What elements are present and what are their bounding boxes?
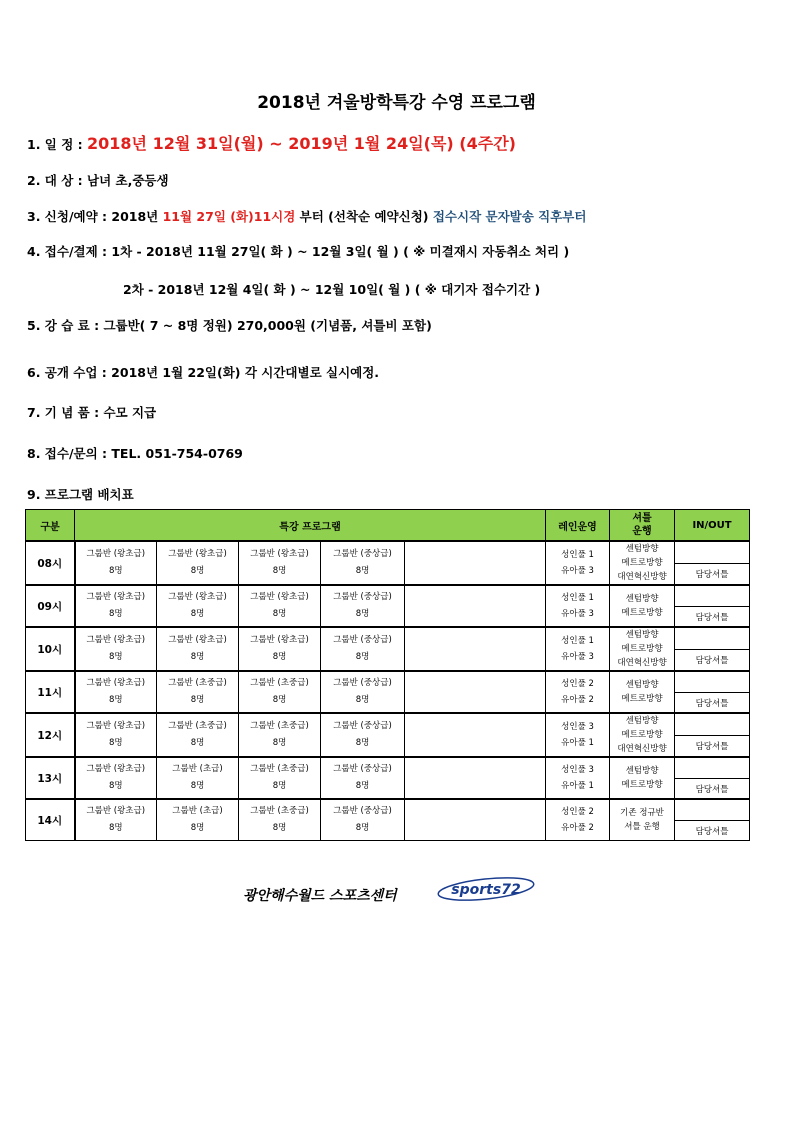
table-row <box>26 541 750 564</box>
payment-line-2 <box>123 280 540 298</box>
class-capacity: 8명 <box>355 566 370 576</box>
fee-value: 그룹반( 7 ~ 8명 정원) 270,000원 (기념품, 셔틀비 포함) <box>103 318 432 333</box>
class-capacity: 8명 <box>108 652 123 662</box>
shuttle-cell <box>610 541 675 585</box>
payment-label: 4. 접수/결제 : <box>27 244 108 259</box>
apply-note: 부터 (선착순 예약신청) <box>299 209 429 224</box>
class-capacity: 8명 <box>355 738 370 748</box>
lane-text: 성인풀 1 <box>561 593 594 603</box>
row-time: 10시 <box>26 627 75 671</box>
class-name: 그룹반 (왕초급) <box>86 764 146 774</box>
class-capacity: 8명 <box>190 695 205 705</box>
lane-text: 성인풀 3 <box>561 765 594 775</box>
program-table <box>25 509 750 841</box>
gift-line <box>27 403 156 421</box>
class-cell <box>157 713 239 757</box>
class-name: 그룹반 (왕초급) <box>86 635 146 645</box>
class-name: 그룹반 (초중급) <box>250 678 309 688</box>
header-lane: 레인운영 <box>546 510 610 542</box>
empty-cell <box>405 541 546 585</box>
lane-cell <box>546 671 610 713</box>
fee-label: 5. 강 습 료 : <box>27 318 100 333</box>
class-capacity: 8명 <box>108 609 123 619</box>
inout-blank <box>675 713 750 736</box>
class-cell <box>321 799 405 841</box>
class-capacity: 8명 <box>355 781 370 791</box>
shuttle-cell <box>610 671 675 713</box>
empty-cell <box>405 671 546 713</box>
apply-start: 접수시작 문자발송 직후부터 <box>432 209 587 224</box>
lane-cell <box>546 713 610 757</box>
shuttle-route: 메트로방향 <box>621 644 663 654</box>
class-name: 그룹반 (왕초급) <box>86 549 146 559</box>
class-cell <box>157 799 239 841</box>
lane-text: 유아풀 2 <box>561 823 594 833</box>
class-name: 그룹반 (초중급) <box>250 806 309 816</box>
lane-text: 성인풀 2 <box>561 679 594 689</box>
shuttle-route: 기존 정규반 <box>620 808 664 818</box>
table-row <box>26 757 750 779</box>
lane-text: 유아풀 1 <box>561 781 594 791</box>
gift-label: 7. 기 념 품 : <box>27 405 100 420</box>
class-cell <box>157 585 239 627</box>
class-name: 그룹반 (왕초급) <box>86 721 146 731</box>
shuttle-route: 센텀방향 <box>625 766 659 776</box>
shuttle-route: 센텀방향 <box>625 630 659 640</box>
class-cell <box>239 585 321 627</box>
class-cell <box>75 713 157 757</box>
inout-charge: 담당셔틀 <box>675 693 750 714</box>
schedule-label: 1. 일 정 : <box>27 137 83 152</box>
open-class-line <box>27 363 379 381</box>
class-name: 그룹반 (중상급) <box>333 592 392 602</box>
apply-date: 11월 27일 (화)11시경 <box>162 209 296 224</box>
lane-cell <box>546 757 610 799</box>
table-row <box>26 627 750 650</box>
payment-first: 1차 - 2018년 11월 27일( 화 ) ~ 12월 3일( 월 ) ( ※ 미결재시 자동취소 처리 ) <box>111 244 570 259</box>
lane-cell <box>546 627 610 671</box>
shuttle-route: 메트로방향 <box>621 780 663 790</box>
target-label: 2. 대 상 : <box>27 173 83 188</box>
lane-text: 유아풀 1 <box>561 738 594 748</box>
sports72-logo-icon <box>436 876 536 902</box>
class-capacity: 8명 <box>108 738 123 748</box>
row-time: 09시 <box>26 585 75 627</box>
shuttle-route: 셔틀 운행 <box>624 822 660 832</box>
class-cell <box>75 671 157 713</box>
class-capacity: 8명 <box>190 738 205 748</box>
lane-text: 유아풀 3 <box>561 566 594 576</box>
class-cell <box>239 713 321 757</box>
class-capacity: 8명 <box>272 781 287 791</box>
open-class-label: 6. 공개 수업 : <box>27 365 107 380</box>
row-time: 11시 <box>26 671 75 713</box>
lane-cell <box>546 799 610 841</box>
target-value: 남녀 초,중등생 <box>87 173 169 188</box>
header-program: 특강 프로그램 <box>75 510 546 542</box>
lane-text: 성인풀 1 <box>561 636 594 646</box>
class-name: 그룹반 (왕초급) <box>250 549 309 559</box>
shuttle-route: 대연혁신방향 <box>617 572 667 582</box>
lane-text: 성인풀 3 <box>561 722 594 732</box>
class-capacity: 8명 <box>190 566 205 576</box>
class-name: 그룹반 (왕초급) <box>86 806 146 816</box>
class-name: 그룹반 (왕초급) <box>168 549 227 559</box>
shuttle-route: 센텀방향 <box>625 544 659 554</box>
logo-text: sports72 <box>451 882 521 898</box>
class-capacity: 8명 <box>355 823 370 833</box>
class-capacity: 8명 <box>272 566 287 576</box>
class-cell <box>321 541 405 585</box>
class-cell <box>75 585 157 627</box>
table-header-row <box>26 510 750 542</box>
class-cell <box>157 627 239 671</box>
inout-blank <box>675 757 750 779</box>
lane-text: 성인풀 1 <box>561 550 594 560</box>
class-capacity: 8명 <box>108 823 123 833</box>
inout-blank <box>675 585 750 607</box>
table-row <box>26 799 750 821</box>
class-cell <box>321 627 405 671</box>
payment-line-1 <box>27 242 569 260</box>
empty-cell <box>405 713 546 757</box>
inout-charge: 담당셔틀 <box>675 650 750 671</box>
shuttle-route: 메트로방향 <box>621 730 663 740</box>
class-capacity: 8명 <box>190 609 205 619</box>
shuttle-route: 메트로방향 <box>621 694 663 704</box>
table-heading: 9. 프로그램 배치표 <box>27 487 134 502</box>
class-name: 그룹반 (초급) <box>172 806 223 816</box>
class-capacity: 8명 <box>108 781 123 791</box>
class-name: 그룹반 (초중급) <box>250 764 309 774</box>
class-capacity: 8명 <box>108 695 123 705</box>
class-capacity: 8명 <box>355 695 370 705</box>
class-capacity: 8명 <box>272 823 287 833</box>
shuttle-cell <box>610 585 675 627</box>
contact-line <box>27 444 243 462</box>
class-name: 그룹반 (왕초급) <box>168 592 227 602</box>
class-cell <box>321 713 405 757</box>
inout-charge: 담당셔틀 <box>675 564 750 585</box>
class-capacity: 8명 <box>190 823 205 833</box>
class-name: 그룹반 (왕초급) <box>168 635 227 645</box>
class-name: 그룹반 (왕초급) <box>86 678 146 688</box>
page-title: 2018년 겨울방학특강 수영 프로그램 <box>257 93 536 113</box>
lane-text: 유아풀 2 <box>561 695 594 705</box>
class-cell <box>239 757 321 799</box>
class-cell <box>75 757 157 799</box>
class-name: 그룹반 (중상급) <box>333 635 392 645</box>
class-capacity: 8명 <box>355 652 370 662</box>
shuttle-route: 센텀방향 <box>625 716 659 726</box>
class-capacity: 8명 <box>108 566 123 576</box>
class-cell <box>75 799 157 841</box>
class-cell <box>157 541 239 585</box>
class-name: 그룹반 (중상급) <box>333 806 392 816</box>
inout-blank <box>675 541 750 564</box>
class-name: 그룹반 (중상급) <box>333 678 392 688</box>
shuttle-route: 메트로방향 <box>621 608 663 618</box>
empty-cell <box>405 627 546 671</box>
class-name: 그룹반 (중상급) <box>333 721 392 731</box>
inout-charge: 담당셔틀 <box>675 779 750 800</box>
class-cell <box>321 757 405 799</box>
header-inout: IN/OUT <box>675 510 750 542</box>
class-name: 그룹반 (왕초급) <box>250 635 309 645</box>
class-name: 그룹반 (초중급) <box>250 721 309 731</box>
lane-text: 유아풀 3 <box>561 609 594 619</box>
class-cell <box>157 671 239 713</box>
inout-blank <box>675 671 750 693</box>
shuttle-route: 메트로방향 <box>621 558 663 568</box>
lane-cell <box>546 585 610 627</box>
class-cell <box>75 627 157 671</box>
class-capacity: 8명 <box>190 781 205 791</box>
class-name: 그룹반 (초급) <box>172 764 223 774</box>
open-class-value: 2018년 1월 22일(화) 각 시간대별로 실시예정. <box>111 365 380 380</box>
class-name: 그룹반 (중상급) <box>333 549 392 559</box>
class-capacity: 8명 <box>355 609 370 619</box>
lane-text: 성인풀 2 <box>561 807 594 817</box>
contact-label: 8. 접수/문의 : <box>27 446 108 461</box>
row-time: 12시 <box>26 713 75 757</box>
class-cell <box>239 671 321 713</box>
shuttle-cell <box>610 799 675 841</box>
shuttle-route: 대연혁신방향 <box>617 744 667 754</box>
class-capacity: 8명 <box>272 738 287 748</box>
apply-line <box>27 207 586 225</box>
footer-center-name: 광안해수월드 스포츠센터 <box>243 888 397 904</box>
lane-cell <box>546 541 610 585</box>
class-cell <box>239 541 321 585</box>
header-time: 구분 <box>26 510 75 542</box>
class-capacity: 8명 <box>190 652 205 662</box>
class-name: 그룹반 (왕초급) <box>250 592 309 602</box>
header-shuttle: 셔틀 운행 <box>610 510 675 542</box>
inout-charge: 담당셔틀 <box>675 736 750 757</box>
table-row <box>26 713 750 736</box>
empty-cell <box>405 799 546 841</box>
class-cell <box>321 671 405 713</box>
class-name: 그룹반 (초중급) <box>168 678 227 688</box>
table-row <box>26 585 750 607</box>
empty-cell <box>405 585 546 627</box>
fee-line <box>27 316 432 334</box>
class-cell <box>239 799 321 841</box>
schedule-line <box>27 131 516 154</box>
class-capacity: 8명 <box>272 695 287 705</box>
apply-year: 2018년 <box>111 209 159 224</box>
row-time: 14시 <box>26 799 75 841</box>
class-name: 그룹반 (왕초급) <box>86 592 146 602</box>
inout-charge: 담당셔틀 <box>675 821 750 841</box>
table-row <box>26 671 750 693</box>
inout-blank <box>675 799 750 821</box>
row-time: 08시 <box>26 541 75 585</box>
apply-label: 3. 신청/예약 : <box>27 209 108 224</box>
class-cell <box>75 541 157 585</box>
inout-blank <box>675 627 750 650</box>
class-capacity: 8명 <box>272 609 287 619</box>
class-cell <box>321 585 405 627</box>
shuttle-route: 대연혁신방향 <box>617 658 667 668</box>
class-name: 그룹반 (초중급) <box>168 721 227 731</box>
empty-cell <box>405 757 546 799</box>
class-capacity: 8명 <box>272 652 287 662</box>
shuttle-cell <box>610 713 675 757</box>
class-name: 그룹반 (중상급) <box>333 764 392 774</box>
payment-second: 2차 - 2018년 12월 4일( 화 ) ~ 12월 10일( 월 ) ( ※ 대기자 접수기간 ) <box>123 282 541 297</box>
shuttle-cell <box>610 757 675 799</box>
sports72-logo <box>436 876 536 906</box>
schedule-value: 2018년 12월 31일(월) ~ 2019년 1월 24일(목) (4주간) <box>87 134 516 153</box>
shuttle-route: 센텀방향 <box>625 594 659 604</box>
gift-value: 수모 지급 <box>103 405 157 420</box>
shuttle-cell <box>610 627 675 671</box>
inout-charge: 담당셔틀 <box>675 607 750 628</box>
target-line <box>27 171 169 189</box>
lane-text: 유아풀 3 <box>561 652 594 662</box>
contact-value: TEL. 051-754-0769 <box>111 446 243 461</box>
shuttle-route: 센텀방향 <box>625 680 659 690</box>
class-cell <box>157 757 239 799</box>
class-cell <box>239 627 321 671</box>
row-time: 13시 <box>26 757 75 799</box>
